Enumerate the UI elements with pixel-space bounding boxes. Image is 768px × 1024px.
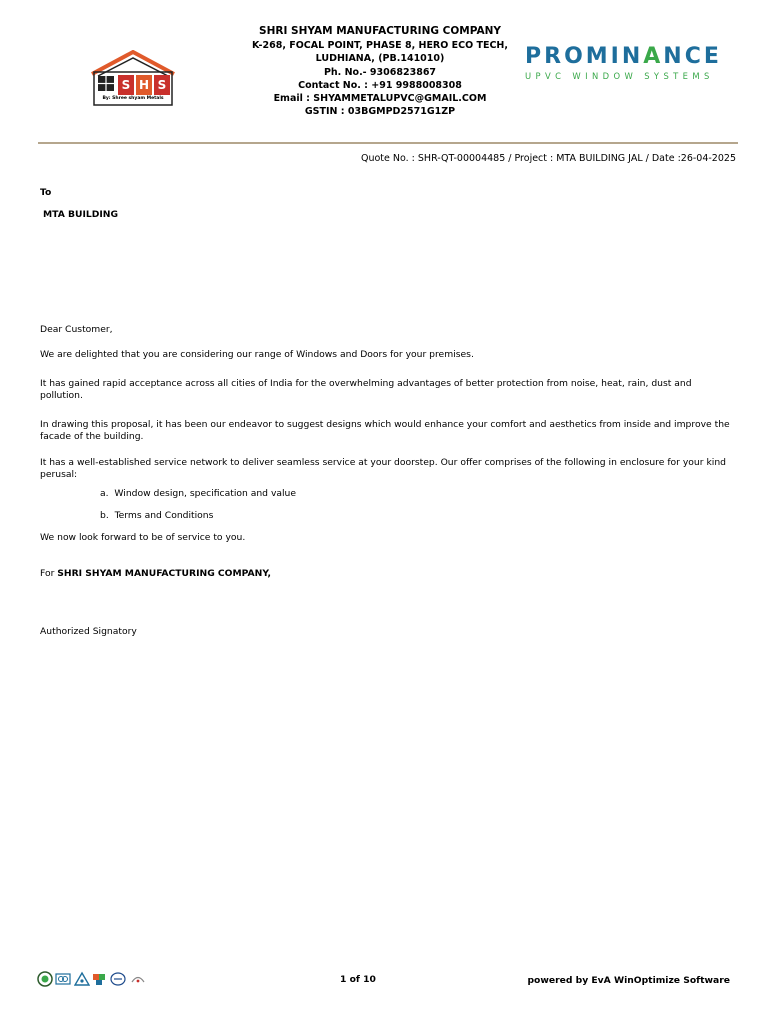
for-prefix: For — [40, 568, 58, 579]
powered-by: powered by EvA WinOptimize Software — [527, 975, 730, 986]
company-name: SHRI SHYAM MANUFACTURING COMPANY — [259, 25, 501, 37]
enclosure-item — [100, 488, 296, 499]
enclosure-marker: b. — [100, 510, 109, 521]
paragraph-2: It has gained rapid acceptance across all cities of India for the overwhelming advantages of better protection from noise, heat, rain, dust and pollution. — [40, 378, 692, 401]
enclosure-marker: a. — [100, 488, 109, 499]
logo-letter: S — [157, 78, 167, 92]
header-divider — [38, 142, 738, 144]
wordmark-part1: PROMIN — [525, 44, 644, 69]
enclosure-item — [100, 510, 213, 521]
wordmark-part2: NCE — [663, 44, 722, 69]
company-phone: Ph. No.- 9306823867 — [323, 66, 437, 78]
logo-letter: S — [121, 78, 131, 92]
logo-tagline: By: Shree shyam Metals — [102, 96, 164, 101]
company-address-line2: LUDHIANA, (PB.141010) — [315, 53, 445, 65]
quote-line: Quote No. : SHR-QT-00004485 / Project : MTA BUILDING JAL / Date :26-04-2025 — [360, 153, 736, 164]
company-contact: Contact No. : +91 9988008308 — [298, 79, 462, 91]
prominance-wordmark — [525, 44, 735, 70]
closing-line: We now look forward to be of service to you. — [40, 532, 246, 543]
company-address-line1: K-268, FOCAL POINT, PHASE 8, HERO ECO TECH, — [252, 40, 508, 51]
for-company-line — [40, 568, 730, 580]
paragraph-4: It has a well-established service network to deliver seamless service at your doorstep. Our offer comprises of the following in enclosure for your kind perusal: — [40, 457, 726, 480]
wordmark-accent: A — [643, 44, 664, 69]
cert-mark-icon — [130, 971, 146, 987]
cert-isi-icon — [110, 971, 126, 987]
enclosure-text: Terms and Conditions — [114, 510, 214, 521]
cert-is-icon — [55, 971, 71, 987]
cert-flag-icon — [91, 971, 107, 987]
page-number: 1 of 10 — [340, 974, 376, 985]
prominance-subtitle: UPVC WINDOW SYSTEMS — [525, 71, 714, 81]
company-gstin: GSTIN : 03BGMPD2571G1ZP — [304, 106, 456, 118]
cert-triangle-icon — [74, 971, 90, 987]
prominance-logo — [525, 44, 735, 82]
cert-seal-icon — [37, 971, 53, 987]
to-label: To — [40, 187, 52, 198]
enclosure-text: Window design, specification and value — [114, 488, 297, 499]
company-email: Email : SHYAMMETALUPVC@GMAIL.COM — [273, 93, 487, 105]
salutation: Dear Customer, — [40, 324, 113, 335]
company-info — [230, 24, 530, 119]
authorized-signatory: Authorized Signatory — [40, 626, 137, 637]
paragraph-1: We are delighted that you are considering our range of Windows and Doors for your premises. — [40, 349, 474, 360]
recipient-name: MTA BUILDING — [43, 209, 119, 220]
company-logo — [88, 50, 178, 108]
for-company-name: SHRI SHYAM MANUFACTURING COMPANY, — [57, 568, 271, 579]
paragraph-3: In drawing this proposal, it has been our endeavor to suggest designs which would enhance your comfort and aesthetics from inside and improve the facade of the building. — [40, 419, 730, 442]
logo-letter: H — [138, 78, 150, 92]
